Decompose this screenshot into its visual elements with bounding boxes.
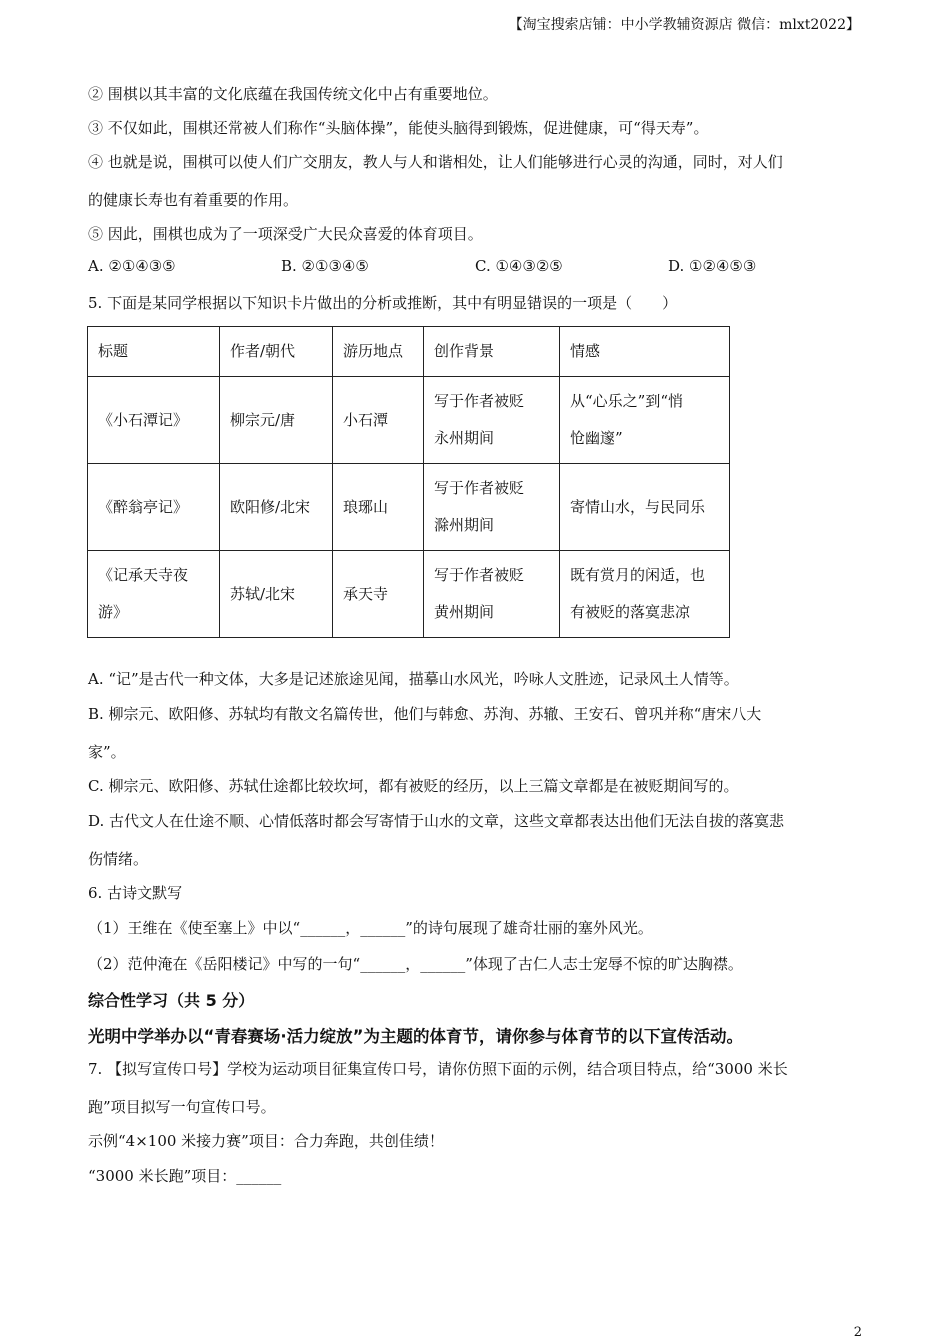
q6-item-2: （2）范仲淹在《岳阳楼记》中写的一句“______，______”体现了古仁人志士宠辱不惊的旷达胸襟。 [88, 955, 743, 973]
table-cell [424, 377, 560, 464]
table-cell: 苏轼/北宋 [220, 551, 333, 638]
table-row [88, 464, 730, 551]
cell-line: 《记承天寺夜 [98, 566, 189, 584]
section-intro: 光明中学举办以“青春赛场·活力绽放”为主题的体育节，请你参与体育节的以下宣传活动。 [88, 1027, 743, 1046]
q7-stem: 7. 【拟写宣传口号】学校为运动项目征集宣传口号，请你仿照下面的示例，结合项目特点，给“3000 米长 [88, 1060, 788, 1078]
q7-example: 示例“4×100 米接力赛”项目：合力奔跑，共创佳绩！ [88, 1132, 444, 1150]
table-cell: 寄情山水，与民同乐 [560, 464, 730, 551]
page-header-watermark: 【淘宝搜索店铺：中小学教辅资源店 微信：mlxt2022】 [508, 17, 860, 33]
q4-item-3: ③ 不仅如此，围棋还常被人们称作“头脑体操”，能使头脑得到锻炼，促进健康，可“得天寿”。 [88, 119, 709, 137]
table-cell [560, 551, 730, 638]
table-header-cell: 游历地点 [333, 327, 424, 377]
q5-option-b: B. 柳宗元、欧阳修、苏轼均有散文名篇传世，他们与韩愈、苏洵、苏辙、王安石、曾巩并称“唐宋八大 [88, 705, 762, 723]
cell-line: 怆幽邃” [570, 429, 623, 447]
cell-line: 既有赏月的闲适，也 [570, 566, 706, 584]
section-title: 综合性学习（共 5 分） [88, 991, 255, 1010]
table-cell [424, 551, 560, 638]
table-cell [88, 551, 220, 638]
q4-item-4: ④ 也就是说，围棋可以使人们广交朋友，教人与人和谐相处，让人们能够进行心灵的沟通，同时，对人们 [88, 153, 783, 171]
cell-line: 从“心乐之”到“悄 [570, 392, 684, 410]
q4-option-c: C. ①④③②⑤ [475, 257, 563, 275]
q5-option-b-cont: 家”。 [88, 743, 126, 761]
cell-line: 写于作者被贬 [434, 566, 525, 584]
table-row [88, 551, 730, 638]
q4-option-d: D. ①②④⑤③ [668, 257, 757, 275]
table-cell: 《小石潭记》 [88, 377, 220, 464]
table-cell: 欧阳修/北宋 [220, 464, 333, 551]
page-number: 2 [853, 1325, 862, 1340]
table-cell: 承天寺 [333, 551, 424, 638]
table-header-cell: 作者/朝代 [220, 327, 333, 377]
table-header-cell: 标题 [88, 327, 220, 377]
q5-option-d-cont: 伤情绪。 [88, 850, 149, 868]
cell-line: 有被贬的落寞悲凉 [570, 603, 691, 621]
table-cell [560, 377, 730, 464]
q5-stem: 5. 下面是某同学根据以下知识卡片做出的分析或推断，其中有明显错误的一项是（ ） [88, 294, 678, 312]
q4-item-5: ⑤ 因此，围棋也成为了一项深受广大民众喜爱的体育项目。 [88, 225, 483, 243]
table-cell: 小石潭 [333, 377, 424, 464]
table-cell: 柳宗元/唐 [220, 377, 333, 464]
cell-line: 写于作者被贬 [434, 392, 525, 410]
q7-stem-cont: 跑”项目拟写一句宣传口号。 [88, 1098, 276, 1116]
q4-item-4-cont: 的健康长寿也有着重要的作用。 [88, 191, 299, 209]
cell-line: 写于作者被贬 [434, 479, 525, 497]
q6-title: 6. 古诗文默写 [88, 884, 183, 902]
cell-line: 游》 [98, 603, 129, 621]
q4-item-2: ② 围棋以其丰富的文化底蕴在我国传统文化中占有重要地位。 [88, 85, 498, 103]
table-cell [424, 464, 560, 551]
q5-option-c: C. 柳宗元、欧阳修、苏轼仕途都比较坎坷，都有被贬的经历，以上三篇文章都是在被贬期间写的。 [88, 777, 739, 795]
q7-answer-line: “3000 米长跑”项目：______ [88, 1167, 282, 1185]
cell-line: 黄州期间 [434, 603, 495, 621]
table-header-row [88, 327, 730, 377]
table-cell: 《醉翁亭记》 [88, 464, 220, 551]
q4-option-b: B. ②①③④⑤ [281, 257, 369, 275]
table-header-cell: 情感 [560, 327, 730, 377]
q5-option-d: D. 古代文人在仕途不顺、心情低落时都会写寄情于山水的文章，这些文章都表达出他们无法自拔的落寞悲 [88, 812, 785, 830]
q6-item-1: （1）王维在《使至塞上》中以“______，______”的诗句展现了雄奇壮丽的塞外风光。 [88, 919, 653, 937]
q5-option-a: A. “记”是古代一种文体，大多是记述旅途见闻，描摹山水风光，吟咏人文胜迹，记录风土人情等。 [88, 670, 739, 688]
knowledge-card-table [87, 326, 730, 638]
cell-line: 滁州期间 [434, 516, 495, 534]
q4-option-a: A. ②①④③⑤ [88, 257, 176, 275]
table-row [88, 377, 730, 464]
cell-line: 永州期间 [434, 429, 495, 447]
table-header-cell: 创作背景 [424, 327, 560, 377]
table-cell: 琅琊山 [333, 464, 424, 551]
